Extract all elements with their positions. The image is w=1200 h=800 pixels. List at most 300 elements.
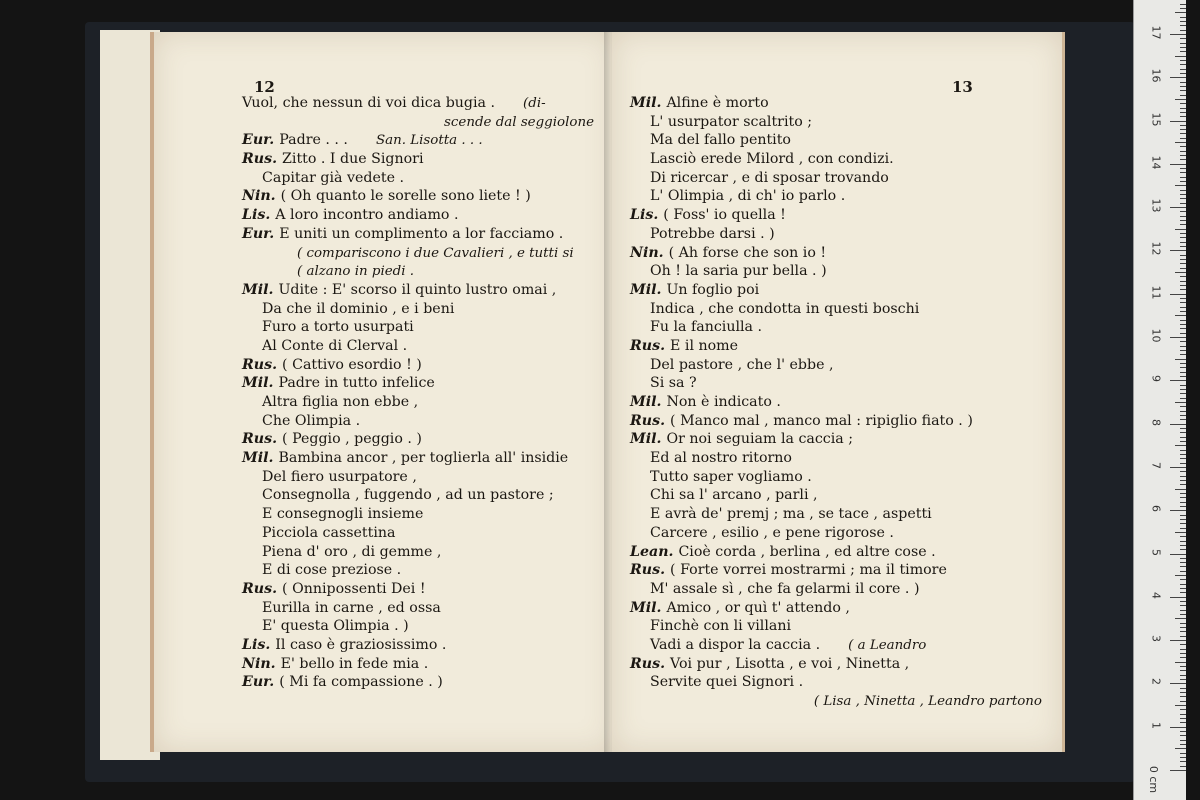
ruler-tick: [1180, 610, 1186, 611]
text-line: [630, 449, 1042, 468]
ruler-tick: [1180, 428, 1186, 429]
text-line: [630, 617, 1042, 636]
verse-text: Indica , che condotta in questi boschi: [650, 300, 920, 317]
ruler-tick: [1180, 722, 1186, 723]
text-line: [242, 337, 594, 356]
verse-text: Tutto saper vogliamo .: [650, 468, 812, 485]
verse-text: E' bello in fede mia .: [280, 655, 429, 672]
text-line: [242, 262, 594, 281]
ruler-tick: [1180, 159, 1186, 160]
verse-text: Lasciò erede Milord , con condizi.: [650, 151, 894, 168]
ruler-tick: [1180, 125, 1186, 126]
text-line: [630, 599, 1042, 618]
speaker-label: Mil.: [630, 281, 662, 298]
ruler-tick: [1180, 614, 1186, 615]
page-number: 13: [952, 78, 973, 96]
ruler-tick: [1175, 185, 1186, 186]
ruler-tick: [1180, 562, 1186, 563]
ruler-tick: [1180, 757, 1186, 758]
ruler-tick: [1180, 735, 1186, 736]
ruler-tick: [1180, 307, 1186, 308]
ruler-tick: [1175, 489, 1186, 490]
ruler-tick: [1180, 47, 1186, 48]
ruler-tick: [1180, 194, 1186, 195]
ruler-tick: [1170, 77, 1186, 78]
ruler-tick: [1175, 272, 1186, 273]
ruler-tick: [1180, 211, 1186, 212]
ruler-tick: [1180, 701, 1186, 702]
ruler-number: 1: [1149, 721, 1163, 729]
text-line: [630, 94, 1042, 113]
verse-text: Carcere , esilio , e pene rigorose .: [650, 524, 894, 541]
ruler-tick: [1180, 285, 1186, 286]
verse-text: Padre . . .: [279, 132, 348, 149]
ruler-tick: [1180, 367, 1186, 368]
ruler-tick: [1180, 146, 1186, 147]
text-line: [242, 374, 594, 393]
verse-text: Alfine è morto: [666, 95, 769, 111]
ruler-tick: [1180, 51, 1186, 52]
speaker-label: Eur.: [242, 132, 275, 149]
ruler-tick: [1175, 229, 1186, 230]
speaker-label: Rus.: [242, 151, 278, 168]
ruler-tick: [1180, 17, 1186, 18]
verse-text: Chi sa l' arcano , parli ,: [650, 487, 818, 504]
text-line: [242, 561, 594, 580]
text-line: [630, 561, 1042, 580]
ruler-tick: [1180, 441, 1186, 442]
text-line: [630, 692, 1042, 711]
speaker-label: Nin.: [242, 188, 276, 205]
ruler-tick: [1175, 359, 1186, 360]
ruler-tick: [1180, 281, 1186, 282]
text-line: [630, 673, 1042, 692]
verse-text: Finchè con li villani: [650, 618, 791, 635]
verse-text: Udite : E' scorso il quinto lustro omai ,: [278, 281, 557, 298]
verse-text: Eurilla in carne , ed ossa: [262, 599, 441, 616]
ruler-tick: [1180, 354, 1186, 355]
ruler-tick: [1180, 8, 1186, 9]
ruler-tick: [1180, 38, 1186, 39]
ruler-tick: [1180, 623, 1186, 624]
ruler-number: 13: [1149, 198, 1163, 213]
text-line: [242, 543, 594, 562]
verse-text: Cioè corda , berlina , ed altre cose .: [678, 543, 936, 560]
verse-text: Piena d' oro , di gemme ,: [262, 543, 442, 560]
ruler-tick: [1170, 510, 1186, 511]
speaker-label: Rus.: [242, 431, 278, 448]
ruler-tick: [1180, 649, 1186, 650]
ruler-tick: [1180, 692, 1186, 693]
ruler-tick: [1180, 73, 1186, 74]
verse-text: Ed al nostro ritorno: [650, 450, 792, 467]
ruler-tick: [1180, 86, 1186, 87]
ruler-tick: [1180, 709, 1186, 710]
ruler-tick: [1170, 250, 1186, 251]
ruler-tick: [1180, 181, 1186, 182]
ruler-tick: [1180, 372, 1186, 373]
ruler-tick: [1180, 376, 1186, 377]
ruler-tick: [1180, 536, 1186, 537]
ruler-tick: [1180, 675, 1186, 676]
stage-direction: ( a Leandro: [848, 637, 927, 653]
text-line: [242, 655, 594, 674]
text-line: [242, 449, 594, 468]
ruler-tick: [1170, 640, 1186, 641]
verse-text: E' questa Olimpia . ): [262, 618, 409, 635]
ruler-number: 8: [1149, 418, 1163, 426]
ruler-tick: [1180, 657, 1186, 658]
ruler-tick: [1180, 411, 1186, 412]
stage-direction: ( compariscono i due Cavalieri , e tutti si: [297, 245, 574, 261]
ruler-tick: [1180, 653, 1186, 654]
ruler-tick: [1180, 103, 1186, 104]
speaker-label: Lis.: [242, 636, 271, 653]
text-line: [630, 150, 1042, 169]
verse-text: Picciola cassettina: [262, 524, 396, 541]
ruler-tick: [1180, 95, 1186, 96]
ruler-tick: [1180, 566, 1186, 567]
verse-text: Servite quei Signori .: [650, 674, 804, 691]
text-line: [630, 636, 1042, 655]
ruler-tick: [1180, 406, 1186, 407]
text-line: [242, 524, 594, 543]
speaker-label: Eur.: [242, 674, 275, 691]
ruler-tick: [1180, 289, 1186, 290]
ruler-tick: [1180, 43, 1186, 44]
ruler-tick: [1180, 696, 1186, 697]
speaker-label: Mil.: [630, 599, 662, 616]
ruler-number: 4: [1149, 591, 1163, 599]
verse-text: Di ricercar , e di sposar trovando: [650, 169, 889, 186]
verse-text: Ma del fallo pentito: [650, 132, 791, 149]
text-line: [242, 393, 594, 412]
ruler-tick: [1180, 528, 1186, 529]
right-page: [612, 32, 1065, 752]
text-line: [242, 300, 594, 319]
ruler-tick: [1180, 155, 1186, 156]
verse-text: E il nome: [670, 337, 739, 354]
ruler-tick: [1180, 116, 1186, 117]
ruler-tick: [1180, 458, 1186, 459]
ruler-tick: [1180, 545, 1186, 546]
stage-direction: (di-: [523, 96, 546, 111]
ruler-tick: [1175, 99, 1186, 100]
verse-text: ( Cattivo esordio ! ): [282, 356, 422, 373]
ruler-tick: [1180, 320, 1186, 321]
ruler-tick: [1180, 523, 1186, 524]
text-line: [630, 337, 1042, 356]
verse-text: Altra figlia non ebbe ,: [262, 394, 419, 410]
speaker-label: Lis.: [630, 207, 659, 224]
verse-text: Del fiero usurpatore ,: [262, 468, 417, 485]
ruler-tick: [1170, 683, 1186, 684]
ruler-tick: [1175, 56, 1186, 57]
text-line: [630, 430, 1042, 449]
ruler-tick: [1180, 744, 1186, 745]
ruler-tick: [1180, 493, 1186, 494]
ruler-tick: [1180, 571, 1186, 572]
speaker-label: Mil.: [242, 281, 274, 298]
text-line: [630, 187, 1042, 206]
right-page-text: [630, 94, 1042, 711]
ruler-tick: [1180, 761, 1186, 762]
stage-direction: ( alzano in piedi .: [297, 264, 415, 280]
ruler-tick: [1175, 12, 1186, 13]
ruler-tick: [1180, 190, 1186, 191]
text-line: [630, 262, 1042, 281]
ruler-tick: [1180, 138, 1186, 139]
ruler-number: 7: [1149, 461, 1163, 469]
ruler-tick: [1180, 753, 1186, 754]
text-line: [630, 169, 1042, 188]
text-line: [242, 94, 594, 113]
ruler-number: 5: [1149, 548, 1163, 556]
ruler-tick: [1170, 34, 1186, 35]
ruler-tick: [1170, 380, 1186, 381]
text-line: [630, 356, 1042, 375]
ruler-tick: [1180, 549, 1186, 550]
speaker-label: Eur.: [242, 225, 275, 242]
ruler-tick: [1170, 727, 1186, 728]
ruler-tick: [1180, 437, 1186, 438]
ruler-number: 2: [1149, 678, 1163, 686]
ruler-tick: [1170, 164, 1186, 165]
verse-text: E consegnogli insieme: [262, 506, 424, 523]
ruler-tick: [1180, 108, 1186, 109]
page-number: 12: [254, 78, 275, 96]
ruler-tick: [1175, 575, 1186, 576]
verse-text: E avrà de' premj ; ma , se tace , aspetti: [650, 506, 932, 523]
ruler-tick: [1180, 385, 1186, 386]
ruler-tick: [1180, 172, 1186, 173]
speaker-label: Rus.: [630, 337, 666, 354]
ruler-tick: [1180, 60, 1186, 61]
ruler-tick: [1180, 302, 1186, 303]
speaker-label: Rus.: [630, 562, 666, 579]
text-line: [630, 281, 1042, 300]
speaker-label: Nin.: [242, 655, 276, 672]
ruler-tick: [1180, 579, 1186, 580]
ruler-tick: [1180, 644, 1186, 645]
text-line: [630, 131, 1042, 150]
ruler-tick: [1180, 497, 1186, 498]
ruler-tick: [1180, 333, 1186, 334]
verse-text: ( Manco mal , manco mal : ripiglio fiato . ): [670, 412, 973, 429]
text-line: [242, 599, 594, 618]
ruler-tick: [1180, 324, 1186, 325]
ruler-tick: [1180, 631, 1186, 632]
ruler-tick: [1180, 263, 1186, 264]
ruler-number: 17: [1149, 25, 1163, 40]
verse-text: Consegnolla , fuggendo , ad un pastore ;: [262, 487, 554, 504]
ruler-tick: [1180, 731, 1186, 732]
ruler-tick: [1180, 224, 1186, 225]
text-line: [242, 244, 594, 263]
verse-text: Or noi seguiam la caccia ;: [666, 431, 854, 448]
ruler-tick: [1180, 298, 1186, 299]
ruler-tick: [1180, 515, 1186, 516]
ruler-tick: [1180, 480, 1186, 481]
ruler-tick: [1180, 350, 1186, 351]
verse-text: M' assale sì , che fa gelarmi il core . ): [650, 580, 920, 597]
verse-text: E di cose preziose .: [262, 562, 402, 579]
text-line: [630, 412, 1042, 431]
ruler-tick: [1180, 471, 1186, 472]
text-line: [630, 505, 1042, 524]
verse-text: Zitto . I due Signori: [282, 151, 424, 168]
ruler-tick: [1180, 90, 1186, 91]
ruler-tick: [1170, 554, 1186, 555]
ruler-tick: [1180, 718, 1186, 719]
ruler-tick: [1170, 121, 1186, 122]
ruler-tick: [1180, 346, 1186, 347]
ruler-tick: [1180, 233, 1186, 234]
text-line: [242, 318, 594, 337]
stage-direction: scende dal seggiolone: [444, 114, 594, 130]
text-line: [242, 169, 594, 188]
verse-text: Non è indicato .: [666, 394, 781, 410]
verse-text: ( Ah forse che son io !: [668, 244, 827, 261]
verse-text: Vuol, che nessun di voi dica bugia .: [242, 95, 496, 111]
ruler-tick: [1180, 740, 1186, 741]
speaker-label: Mil.: [630, 95, 662, 111]
ruler-tick: [1180, 714, 1186, 715]
speaker-label: Mil.: [630, 394, 662, 410]
ruler-tick: [1170, 770, 1186, 771]
ruler-tick: [1175, 142, 1186, 143]
ruler-tick: [1180, 389, 1186, 390]
text-line: [242, 636, 594, 655]
speaker-label: Mil.: [242, 375, 274, 392]
ruler-tick: [1175, 402, 1186, 403]
speaker-label: Rus.: [630, 412, 666, 429]
ruler-tick: [1180, 506, 1186, 507]
text-line: [242, 225, 594, 244]
ruler-tick: [1180, 112, 1186, 113]
ruler-tick: [1180, 601, 1186, 602]
verse-text: Un foglio poi: [666, 281, 760, 298]
ruler-tick: [1180, 588, 1186, 589]
ruler-tick: [1170, 294, 1186, 295]
ruler-tick: [1180, 311, 1186, 312]
speaker-label: Mil.: [242, 450, 274, 467]
text-line: [242, 412, 594, 431]
verse-text: Oh ! la saria pur bella . ): [650, 263, 827, 280]
verse-text: L' Olimpia , di ch' io parlo .: [650, 188, 846, 205]
verse-text: Furo a torto usurpati: [262, 319, 414, 336]
text-line: [630, 244, 1042, 263]
verse-text: Si sa ?: [650, 375, 697, 392]
text-line: [242, 468, 594, 487]
ruler-tick: [1180, 216, 1186, 217]
text-line: [630, 543, 1042, 562]
ruler-tick: [1180, 21, 1186, 22]
ruler-tick: [1180, 69, 1186, 70]
ruler-tick: [1175, 662, 1186, 663]
ruler-tick: [1180, 398, 1186, 399]
text-line: [630, 580, 1042, 599]
text-line: [630, 206, 1042, 225]
left-page-text: [242, 94, 594, 692]
ruler-tick: [1180, 328, 1186, 329]
ruler-tick: [1180, 168, 1186, 169]
text-line: [630, 318, 1042, 337]
ruler-tick: [1180, 558, 1186, 559]
text-line: [242, 580, 594, 599]
measurement-ruler: [1133, 0, 1186, 800]
ruler-tick: [1180, 627, 1186, 628]
verse-text: ( Foss' io quella !: [663, 207, 786, 224]
ruler-tick: [1180, 363, 1186, 364]
text-line: [242, 281, 594, 300]
ruler-tick: [1175, 315, 1186, 316]
left-page: [150, 32, 614, 752]
speaker-label: Mil.: [630, 431, 662, 448]
ruler-number: 0 cm: [1147, 765, 1161, 794]
ruler-tick: [1180, 259, 1186, 260]
ruler-tick: [1180, 198, 1186, 199]
verse-text: Vadi a dispor la caccia .: [650, 636, 821, 653]
ruler-tick: [1180, 636, 1186, 637]
ruler-tick: [1180, 519, 1186, 520]
verse-text: ( Oh quanto le sorelle sono liete ! ): [280, 188, 531, 205]
ruler-tick: [1180, 177, 1186, 178]
text-line: [630, 225, 1042, 244]
ruler-tick: [1180, 432, 1186, 433]
ruler-tick: [1180, 670, 1186, 671]
stage-direction: ( Lisa , Ninetta , Leandro partono: [813, 694, 1042, 709]
ruler-tick: [1180, 276, 1186, 277]
ruler-tick: [1180, 476, 1186, 477]
ruler-tick: [1180, 484, 1186, 485]
ruler-tick: [1180, 203, 1186, 204]
ruler-tick: [1180, 220, 1186, 221]
text-line: [242, 617, 594, 636]
ruler-tick: [1180, 25, 1186, 26]
text-line: [242, 356, 594, 375]
ruler-tick: [1170, 467, 1186, 468]
ruler-number: 3: [1149, 635, 1163, 643]
ruler-number: 15: [1149, 112, 1163, 126]
speaker-label: Rus.: [242, 580, 278, 597]
text-line: [630, 393, 1042, 412]
ruler-tick: [1175, 532, 1186, 533]
ruler-tick: [1170, 207, 1186, 208]
ruler-tick: [1170, 597, 1186, 598]
ruler-tick: [1180, 502, 1186, 503]
verse-text: Padre in tutto infelice: [278, 375, 435, 392]
verse-text: A loro incontro andiamo .: [275, 207, 459, 224]
text-line: [630, 300, 1042, 319]
text-line: [630, 374, 1042, 393]
ruler-tick: [1180, 541, 1186, 542]
text-line: [242, 486, 594, 505]
verse-text: Bambina ancor , per toglierla all' insidie: [278, 450, 569, 467]
ruler-tick: [1180, 454, 1186, 455]
ruler-tick: [1180, 393, 1186, 394]
speaker-label: Nin.: [630, 244, 664, 261]
ruler-tick: [1180, 341, 1186, 342]
text-line: [242, 505, 594, 524]
ruler-number: 14: [1149, 155, 1163, 170]
ruler-tick: [1175, 618, 1186, 619]
text-line: [242, 673, 594, 692]
text-line: [630, 113, 1042, 132]
text-line: [242, 430, 594, 449]
verse-text: Amico , or quì t' attendo ,: [666, 599, 850, 616]
verse-text: ( Mi fa compassione . ): [279, 674, 443, 691]
